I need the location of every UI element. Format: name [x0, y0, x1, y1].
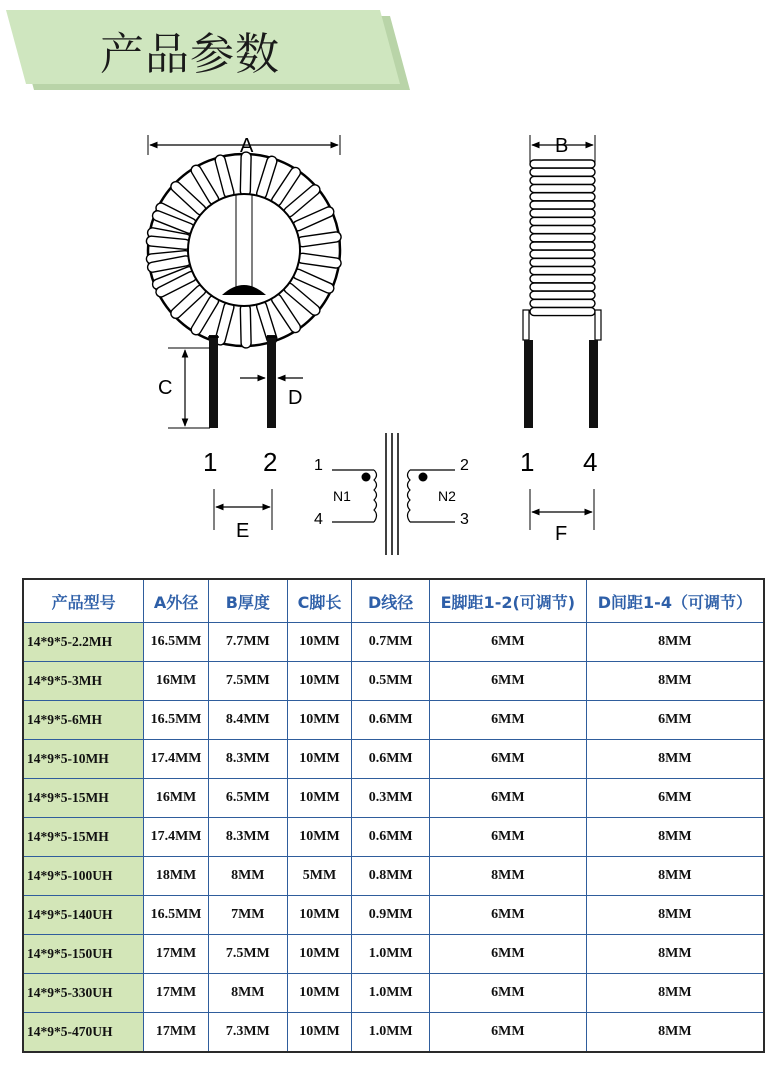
spec-cell: 7MM	[208, 896, 287, 935]
model-cell: 14*9*5-140UH	[23, 896, 144, 935]
table-header-row	[23, 579, 764, 623]
spec-cell: 10MM	[287, 896, 352, 935]
spec-cell: 8.3MM	[208, 818, 287, 857]
table-row	[23, 935, 764, 974]
spec-cell: 8.4MM	[208, 701, 287, 740]
spec-cell: 10MM	[287, 701, 352, 740]
table-row	[23, 779, 764, 818]
label-b: B	[555, 135, 569, 157]
pin-2-label: 2	[263, 447, 278, 477]
label-c: C	[158, 377, 173, 399]
spec-cell: 8MM	[586, 662, 764, 701]
spec-cell: 17.4MM	[144, 818, 209, 857]
model-cell: 14*9*5-15MH	[23, 779, 144, 818]
spec-cell: 17.4MM	[144, 740, 209, 779]
table-row	[23, 740, 764, 779]
schematic-pin-1: 1	[314, 457, 323, 474]
spec-cell: 1.0MM	[352, 974, 430, 1013]
column-header: A外径	[144, 579, 209, 623]
spec-cell: 17MM	[144, 974, 209, 1013]
pin-1-label: 1	[203, 447, 218, 477]
spec-cell: 18MM	[144, 857, 209, 896]
spec-cell: 0.6MM	[352, 818, 430, 857]
table-row	[23, 857, 764, 896]
table-row	[23, 818, 764, 857]
spec-cell: 8.3MM	[208, 740, 287, 779]
section-title: 产品参数	[100, 29, 280, 80]
schematic-pin-2: 2	[460, 457, 469, 474]
spec-cell: 6MM	[429, 935, 586, 974]
spec-cell: 8MM	[586, 818, 764, 857]
spec-cell: 6.5MM	[208, 779, 287, 818]
spec-cell: 16MM	[144, 779, 209, 818]
spec-cell: 1.0MM	[352, 935, 430, 974]
model-cell: 14*9*5-2.2MH	[23, 623, 144, 662]
spec-cell: 7.7MM	[208, 623, 287, 662]
spec-cell: 10MM	[287, 818, 352, 857]
spec-cell: 6MM	[429, 896, 586, 935]
spec-cell: 10MM	[287, 623, 352, 662]
spec-cell: 8MM	[429, 857, 586, 896]
model-cell: 14*9*5-10MH	[23, 740, 144, 779]
model-cell: 14*9*5-470UH	[23, 1013, 144, 1053]
spec-cell: 6MM	[429, 818, 586, 857]
model-cell: 14*9*5-3MH	[23, 662, 144, 701]
spec-cell: 10MM	[287, 779, 352, 818]
spec-cell: 17MM	[144, 1013, 209, 1053]
spec-cell: 0.8MM	[352, 857, 430, 896]
spec-cell: 8MM	[586, 896, 764, 935]
spec-cell: 7.3MM	[208, 1013, 287, 1053]
toroid-drawings	[0, 115, 780, 575]
spec-cell: 8MM	[586, 935, 764, 974]
spec-cell: 6MM	[429, 974, 586, 1013]
spec-cell: 0.7MM	[352, 623, 430, 662]
model-cell: 14*9*5-15MH	[23, 818, 144, 857]
spec-cell: 8MM	[586, 857, 764, 896]
spec-cell: 10MM	[287, 935, 352, 974]
model-cell: 14*9*5-100UH	[23, 857, 144, 896]
model-cell: 14*9*5-330UH	[23, 974, 144, 1013]
spec-cell: 0.6MM	[352, 701, 430, 740]
column-header: B厚度	[208, 579, 287, 623]
model-cell: 14*9*5-150UH	[23, 935, 144, 974]
model-cell: 14*9*5-6MH	[23, 701, 144, 740]
label-d: D	[288, 387, 303, 409]
spec-cell: 16.5MM	[144, 623, 209, 662]
spec-cell: 8MM	[208, 857, 287, 896]
spec-cell: 0.5MM	[352, 662, 430, 701]
spec-cell: 16.5MM	[144, 896, 209, 935]
schematic-pin-4: 4	[314, 511, 323, 528]
spec-cell: 10MM	[287, 1013, 352, 1053]
spec-cell: 0.3MM	[352, 779, 430, 818]
spec-cell: 8MM	[586, 974, 764, 1013]
spec-cell: 16MM	[144, 662, 209, 701]
spec-cell: 5MM	[287, 857, 352, 896]
spec-cell: 16.5MM	[144, 701, 209, 740]
table-row	[23, 1013, 764, 1053]
spec-cell: 10MM	[287, 662, 352, 701]
column-header: E脚距1-2(可调节)	[429, 579, 586, 623]
spec-cell: 0.9MM	[352, 896, 430, 935]
table-row	[23, 701, 764, 740]
spec-cell: 10MM	[287, 740, 352, 779]
column-header: D线径	[352, 579, 430, 623]
label-a: A	[240, 135, 254, 157]
spec-table	[22, 578, 765, 1053]
spec-cell: 6MM	[429, 1013, 586, 1053]
winding-n2-label: N2	[438, 488, 456, 504]
label-f: F	[555, 523, 568, 545]
winding-n1-label: N1	[333, 488, 351, 504]
table-row	[23, 896, 764, 935]
column-header: C脚长	[287, 579, 352, 623]
table-row	[23, 974, 764, 1013]
table-body	[23, 623, 764, 1053]
spec-cell: 8MM	[586, 623, 764, 662]
dimension-diagram	[0, 115, 780, 575]
spec-cell: 8MM	[586, 740, 764, 779]
table-row	[23, 623, 764, 662]
spec-cell: 8MM	[208, 974, 287, 1013]
spec-cell: 6MM	[429, 779, 586, 818]
spec-cell: 6MM	[429, 662, 586, 701]
section-banner	[0, 0, 420, 95]
schematic-pin-3: 3	[460, 511, 469, 528]
spec-cell: 6MM	[586, 701, 764, 740]
spec-cell: 8MM	[586, 1013, 764, 1053]
column-header: D间距1-4（可调节）	[586, 579, 764, 623]
spec-cell: 1.0MM	[352, 1013, 430, 1053]
spec-cell: 6MM	[429, 740, 586, 779]
side-pin-4-label: 4	[583, 447, 598, 477]
spec-cell: 6MM	[429, 623, 586, 662]
column-header: 产品型号	[23, 579, 144, 623]
label-e: E	[236, 520, 250, 542]
side-pin-1-label: 1	[520, 447, 535, 477]
spec-cell: 6MM	[586, 779, 764, 818]
spec-cell: 17MM	[144, 935, 209, 974]
spec-cell: 0.6MM	[352, 740, 430, 779]
toroid-front-view	[146, 135, 342, 530]
spec-cell: 6MM	[429, 701, 586, 740]
spec-cell: 7.5MM	[208, 662, 287, 701]
spec-cell: 10MM	[287, 974, 352, 1013]
spec-cell: 7.5MM	[208, 935, 287, 974]
table-row	[23, 662, 764, 701]
